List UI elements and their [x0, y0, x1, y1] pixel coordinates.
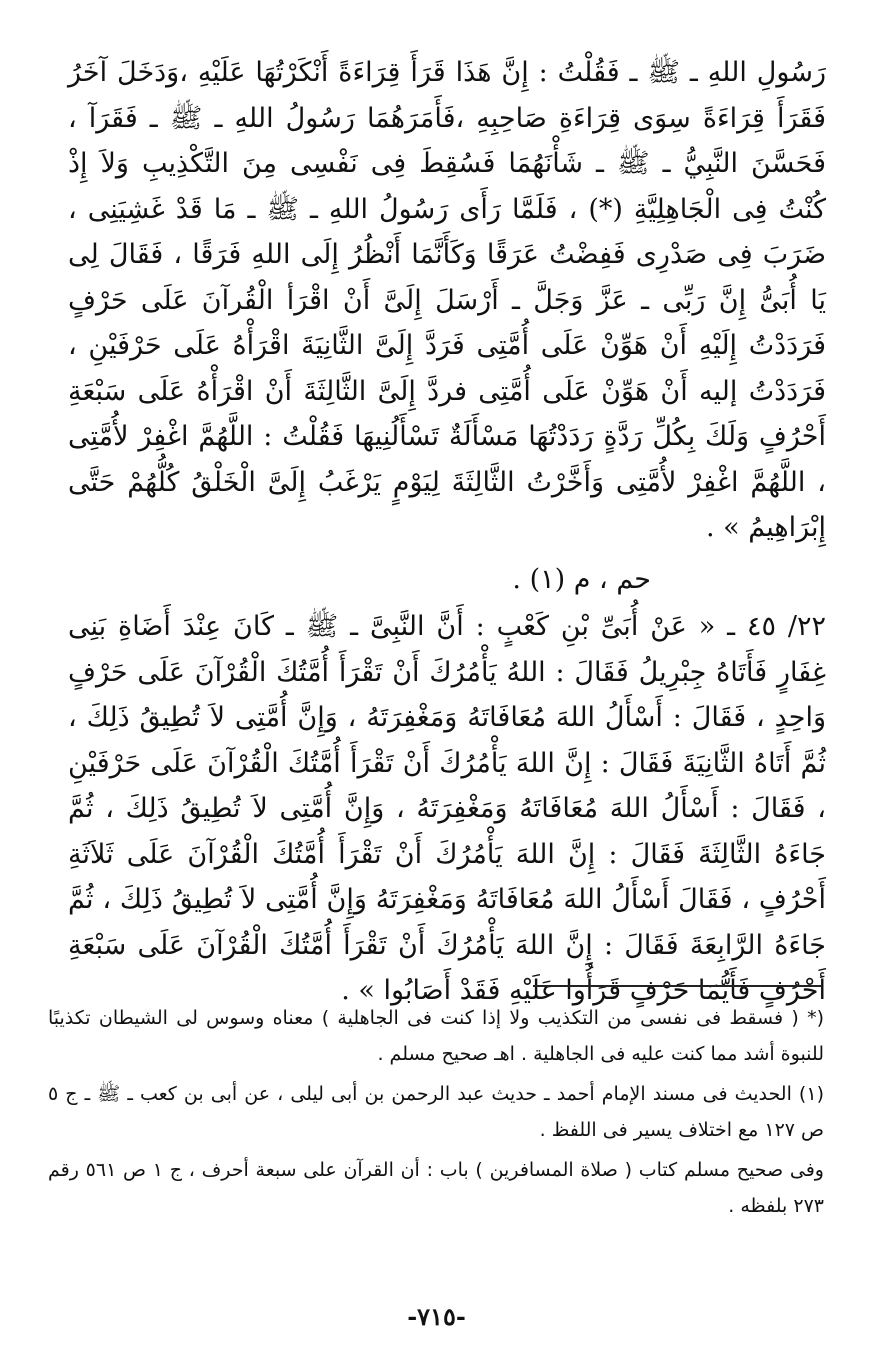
footnotes [48, 1000, 824, 1228]
footnote-separator [533, 985, 821, 987]
main-text [68, 50, 826, 1014]
footnote-1-continued: وفى صحيح مسلم كتاب ( صلاة المسافرين ) باب : أن القرآن على سبعة أحرف ، ج ١ ص ٥٦١ رقم ٢٧٣ بلفظه . [48, 1159, 824, 1217]
footnote-1: (١) الحديث فى مسند الإمام أحمد ـ حديث عبد الرحمن بن أبى ليلى ، عن أبى بن كعب ـ ﷺ ـ ج ٥ ص ١٢٧ مع اختلاف يسير فى اللفظ . [48, 1083, 824, 1141]
page-number: -٧١٥- [407, 1302, 466, 1331]
hadith-source: حم ، م (١) . [512, 563, 651, 595]
hadith-paragraph-22-45: ٢٢/ ٤٥ ـ « عَنْ أُبَىِّ بْنِ كَعْبٍ : أَنَّ النَّبِىَّ ـ ﷺ ـ كَانَ عِنْدَ أَضَاةِ بَنِى غِفَارٍ فَأَتَاهُ جِبْرِيلُ فَقَالَ : اللهُ يَأْمُرُكَ أَنْ تَقْرَأَ أُمَّتُكَ الْقُرْآنَ عَلَى حَرْفٍ وَاحِدٍ ، فَقَالَ : أَسْأَلُ اللهَ مُعَافَاتَهُ وَمَغْفِرَتَهُ ، وَإِنَّ أُمَّتِى لاَ تُطِيقُ ذَلِكَ ، ثُمَّ أَتَاهُ الثَّانِيَةَ فَقَالَ : إِنَّ اللهَ يَأْمُرُكَ أَنْ تَقْرَأَ أُمَّتُكَ الْقُرْآنَ عَلَى حَرْفَيْنِ ، فَقَالَ : أَسْأَلُ اللهَ مُعَافَاتَهُ وَمَغْفِرَتَهُ ، وَإِنَّ أُمَّتِى لاَ تُطِيقُ ذَلِكَ ، ثُمَّ جَاءَهُ الثَّالِثَةَ فَقَالَ : إِنَّ اللهَ يَأْمُرُكَ أَنْ تَقْرَأَ أُمَّتُكَ الْقُرْآنَ عَلَى ثَلاَثَةِ أَحْرُفٍ ، فَقَالَ أَسْأَلُ اللهَ مُعَافَاتَهُ وَمَغْفِرَتَهُ وَإِنَّ أُمَّتِى لاَ تُطِيقُ ذَلِكَ ، ثُمَّ جَاءَهُ الرَّابِعَةَ فَقَالَ : إِنَّ اللهَ يَأْمُرُكَ أَنْ تَقْرَأَ أُمَّتُكَ الْقُرْآنَ عَلَى سَبْعَةِ أَحْرُفٍ فَأَيُّمَا حَرْفٍ قَرَأُوا عَلَيْهِ فَقَدْ أَصَابُوا » . [68, 611, 826, 1006]
hadith-paragraph-continued: رَسُولِ اللهِ ـ ﷺ ـ فَقُلْتُ : إِنَّ هَذَا قَرَأَ قِرَاءَةً أَنْكَرْتُهَا عَلَيْهِ ،وَدَخَلَ آخَرُ فَقَرَأَ قِرَاءَةً سِوَى قِرَاءَةِ صَاحِبِهِ ،فَأَمَرَهُمَا رَسُولُ اللهِ ـ ﷺ ـ فَقَرَآ ، فَحَسَّنَ النَّبِيُّ ـ ﷺ ـ شَأْنَهُمَا فَسُقِطَ فِى نَفْسِى مِنَ التَّكْذِيبِ وَلاَ إِذْ كُنْتُ فِى الْجَاهِلِيَّةِ (*) ، فَلَمَّا رَأَى رَسُولُ اللهِ ـ ﷺ ـ مَا قَدْ غَشِيَنِى ، ضَرَبَ فِى صَدْرِى فَفِضْتُ عَرَقًا وَكَأَنَّمَا أَنْظُرُ إِلَى اللهِ فَرَقًا ، فَقَالَ لِى يَا أُبَىُّ إِنَّ رَبِّى ـ عَزَّ وَجَلَّ ـ أَرْسَلَ إِلَىَّ أَنْ اقْرَأ الْقُرآنَ عَلَى حَرْفٍ فَرَدَدْتُ إِلَيْهِ أَنْ هَوِّنْ عَلَى أُمَّتِى فَرَدَّ إِلَىَّ الثَّانِيَةَ اقْرَأْهُ عَلَى حَرْفَيْنِ ، فَرَدَدْتُ إليه أَنْ هَوِّنْ عَلَى أُمَّتِى فردَّ إِلَىَّ الثَّالِثَةَ أَنْ اقْرَأْهُ عَلَى سَبْعَةِ أَحْرُفٍ وَلَكَ بِكُلِّ رَدَّةٍ رَدَدْتُهَا مَسْأَلَةٌ تَسْأَلُنِيهَا فَقُلْتُ : اللَّهُمَّ اغْفِرْ لأُمَّتِى ، اللَّهُمَّ اغْفِرْ لأُمَّتِى وَأَخَّرْتُ الثَّالِثَةَ لِيَوْمٍ يَرْغَبُ إِلَىَّ الْخَلْقُ كُلُّهُمْ حَتَّى إِبْرَاهِيمُ » . [68, 57, 826, 543]
footnote-star: (* ( فسقط فى نفسى من التكذيب ولا إذا كنت فى الجاهلية ) معناه وسوس لى الشيطان تكذيبًا للنبوة أشد مما كنت عليه فى الجاهلية . اهـ صحيح مسلم . [48, 1007, 824, 1065]
